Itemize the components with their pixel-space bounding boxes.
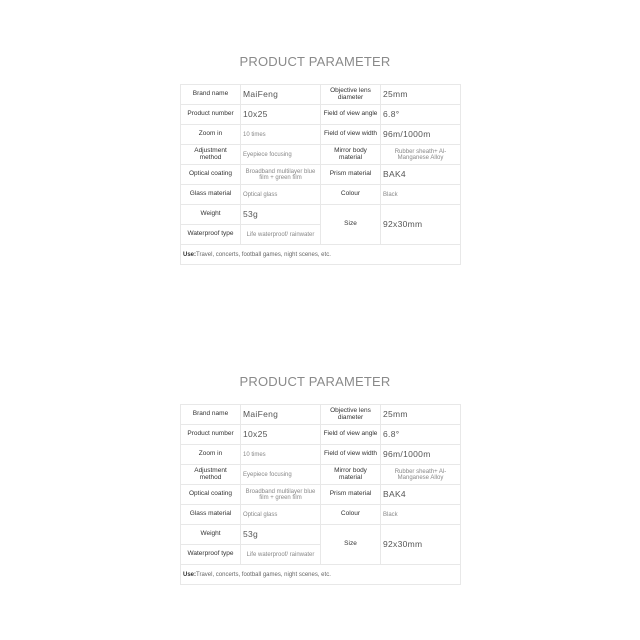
zoom-in-value: 10 times [241,125,321,145]
field-of-view-width-label: Field of view width [321,125,381,145]
field-of-view-angle-label: Field of view angle [321,105,381,125]
brand-name-label: Brand name [181,405,241,425]
adjustment-method-value: Eyepiece focusing [241,465,321,485]
use-label: Use: [183,571,197,578]
optical-coating-label: Optical coating [181,165,241,185]
weight-label: Weight [181,205,241,225]
size-value: 92x30mm [381,525,461,565]
optical-coating-value: Broadband multilayer blue film + green film [241,485,321,505]
field-of-view-angle-value: 6.8° [381,425,461,445]
field-of-view-width-value: 96m/1000m [381,445,461,465]
parameter-table [180,404,461,585]
table-row [181,505,461,525]
weight-value: 53g [241,205,321,225]
zoom-in-label: Zoom in [181,445,241,465]
waterproof-type-label: Waterproof type [181,225,241,245]
table-row [181,125,461,145]
mirror-body-material-value: Rubber sheath+ Al-Manganese Alloy [381,145,461,165]
adjustment-method-value: Eyepiece focusing [241,145,321,165]
section-heading: PRODUCT PARAMETER [239,54,391,69]
product-number-value: 10x25 [241,105,321,125]
size-label: Size [321,525,381,565]
adjustment-method-label: Adjustment method [181,465,241,485]
prism-material-value: BAK4 [381,165,461,185]
glass-material-label: Glass material [181,185,241,205]
prism-material-label: Prism material [321,165,381,185]
optical-coating-label: Optical coating [181,485,241,505]
field-of-view-width-label: Field of view width [321,445,381,465]
optical-coating-value: Broadband multilayer blue film + green film [241,165,321,185]
field-of-view-width-value: 96m/1000m [381,125,461,145]
table-row [181,245,461,265]
table-row [181,465,461,485]
table-row [181,185,461,205]
waterproof-type-value: Life waterproof/ rainwater [241,225,321,245]
table-row [181,105,461,125]
objective-lens-diameter-label: Objective lens diameter [321,85,381,105]
colour-value: Black [381,505,461,525]
prism-material-value: BAK4 [381,485,461,505]
table-row [181,485,461,505]
weight-label: Weight [181,525,241,545]
brand-name-label: Brand name [181,85,241,105]
table-row [181,145,461,165]
brand-name-value: MaiFeng [241,85,321,105]
table-row [181,445,461,465]
table-row [181,425,461,445]
objective-lens-diameter-value: 25mm [381,85,461,105]
table-row [181,205,461,225]
prism-material-label: Prism material [321,485,381,505]
use-value: Travel, concerts, football games, night scenes, etc. [196,251,331,258]
table-row [181,405,461,425]
objective-lens-diameter-value: 25mm [381,405,461,425]
colour-label: Colour [321,505,381,525]
mirror-body-material-label: Mirror body material [321,145,381,165]
table-row [181,165,461,185]
table-row [181,525,461,545]
colour-value: Black [381,185,461,205]
use-label: Use: [183,251,197,258]
table-row [181,85,461,105]
waterproof-type-value: Life waterproof/ rainwater [241,545,321,565]
glass-material-label: Glass material [181,505,241,525]
glass-material-value: Optical glass [241,505,321,525]
product-number-value: 10x25 [241,425,321,445]
objective-lens-diameter-label: Objective lens diameter [321,405,381,425]
product-number-label: Product number [181,105,241,125]
size-value: 92x30mm [381,205,461,245]
use-cell [181,245,461,265]
size-label: Size [321,205,381,245]
zoom-in-value: 10 times [241,445,321,465]
weight-value: 53g [241,525,321,545]
table-row [181,565,461,585]
section-heading: PRODUCT PARAMETER [239,374,391,389]
use-value: Travel, concerts, football games, night scenes, etc. [196,571,331,578]
use-cell [181,565,461,585]
zoom-in-label: Zoom in [181,125,241,145]
mirror-body-material-label: Mirror body material [321,465,381,485]
field-of-view-angle-value: 6.8° [381,105,461,125]
product-number-label: Product number [181,425,241,445]
brand-name-value: MaiFeng [241,405,321,425]
waterproof-type-label: Waterproof type [181,545,241,565]
parameter-table [180,84,461,265]
glass-material-value: Optical glass [241,185,321,205]
adjustment-method-label: Adjustment method [181,145,241,165]
field-of-view-angle-label: Field of view angle [321,425,381,445]
mirror-body-material-value: Rubber sheath+ Al-Manganese Alloy [381,465,461,485]
colour-label: Colour [321,185,381,205]
